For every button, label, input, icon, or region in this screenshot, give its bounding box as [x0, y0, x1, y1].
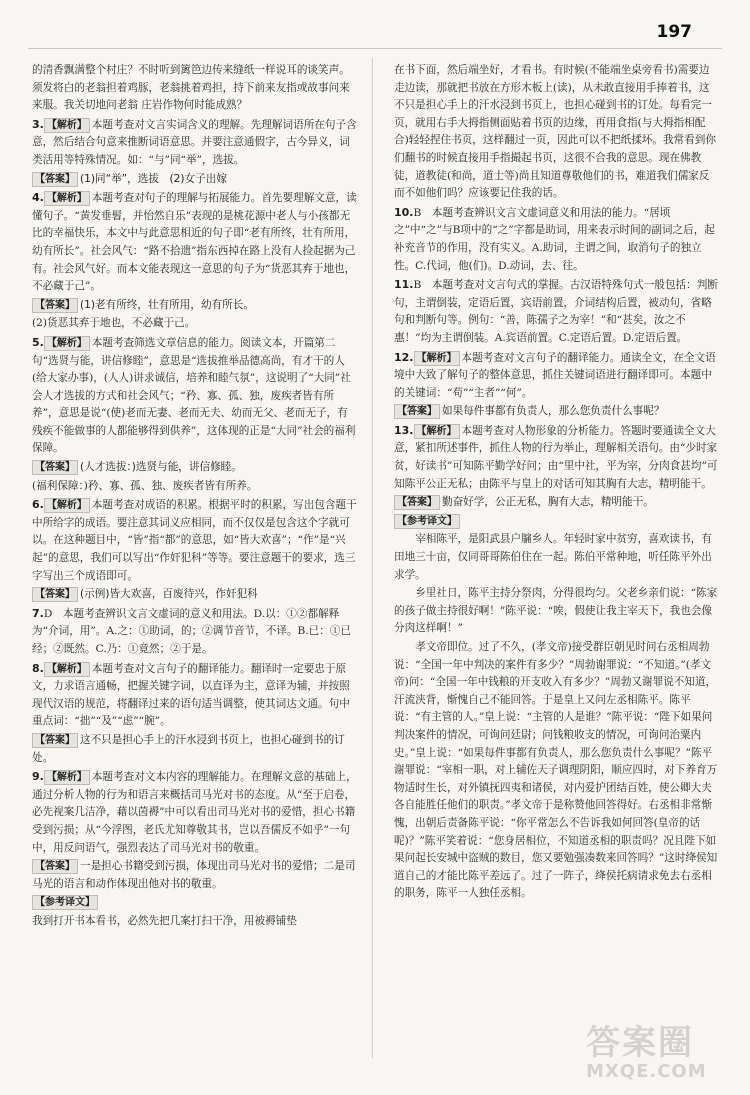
body-text: 本题考查对文言句子的翻译能力。翻译时一定要忠于原文，力求语言通畅，把握关键字词，以直译为主，意译为辅，并按照现代汉语的规范，将翻译过来的语句适当调整，使其词达文通。句中重点词：“拙”“及”“虑”“腕”。 [32, 662, 350, 728]
answer-block [32, 459, 358, 477]
body-text: B 本题考查辨识文言文虚词意义和用法的能力。“居顷之”中“之”与B项中的“之”字都是助词，用来表示时间的副词之后，起补充音节的作用，没有实义。A.助词，主谓之间，取消句子的独立性。C.代词，他(们)。D.动词，去、往。 [394, 206, 715, 272]
question-item [32, 496, 358, 585]
body-text: 本题考查对文本内容的理解能力。在理解文意的基础上，通过分析人物的行为和语言来概括司马光对书的态度。从“至于启卷，必先视案几洁净，藉以茵褥”中可以看出司马光对书的爱惜，担心书籍受到污损；从“今浮图，老氏尤知尊敬其书，岂以吾儒反不如乎”一句中，用反问语气，强烈表达了司马光对书的敬重。 [32, 771, 357, 854]
body-text: 本题考查对文言实词含义的理解。先理解词语所在句子含意，然后结合句意来推断词语意思。并要注意通假字，古今异义，词类活用等特殊情况。如：“与”同“举”，选拔。 [32, 118, 357, 166]
question-number: 13. [394, 423, 414, 437]
body-text: 本题考查对句子的理解与拓展能力。首先要理解文意，读懂句子。“黄发垂髫，并怡然自乐”表现的是桃花源中老人与小孩都无比的幸福快乐，本文中与此意思相近的句子即“老有所终，壮有所用，幼有所长”。社会风气：“路不拾遗”指东西掉在路上没有人捡起据为己有。社会风气好。而本文能表现这一意思的句子为“货恶其弃于地也，不必藏于己”。 [32, 192, 357, 293]
body-text: (1)同“举”，选拔 (2)女子出嫁 [80, 172, 227, 185]
question-number: 4. [32, 191, 44, 205]
body-text: 勤奋好学，公正无私，胸有大志，精明能干。 [442, 496, 654, 509]
body-text: 我到打开书本看书，必然先把几案打扫干净，用被褥铺垫 [32, 914, 297, 927]
watermark-url: MXQE.COM [586, 1061, 707, 1082]
body-text: 孝文帝即位。过了不久，(孝文帝)接受群臣朝见时问右丞相周勃说：“全国一年中判决的案件有多少？”周勃谢罪说：“不知道。”(孝文帝)问：“全国一年中钱粮的开支收入有多少？”周勃又谢罪说不知道，汗流浃背，惭愧自己不能回答。于是皇上又问左丞相陈平。陈平说：“有主管的人。”皇上说：“主管的人是谁？”陈平说：“陛下如果问判决案件的情况，可询问廷尉；问钱粮收支的情况，可询问治粟内史。”皇上说：“如果每件事都有负责人，那么您负责什么事呢？”陈平谢罪说：“宰相一职，对上辅佐天子调理阴阳，顺应四时，对下养育万物适时生长，对外镇抚四夷和诸侯，对内爱护团结百姓，使公卿大夫各自能胜任他们的职责。”孝文帝于是称赞他回答得好。右丞相非常惭愧，出朝后责备陈平说：“你平常怎么不告诉我如何回答(皇帝的话呢)？”陈平笑着说：“您身居相位，不知道丞相的职责吗？况且陛下如果问起长安城中盗贼的数目，您又要勉强凑数来回答吗？”这时绛侯知道自己的才能比陈平差远了。过了一阵子，绛侯托病请求免去右丞相的职务，陈平一人独任丞相。 [394, 641, 718, 900]
question-item [394, 349, 720, 403]
answer-label: 【答案】 [32, 859, 78, 874]
question-number: 10. [394, 205, 414, 219]
answer-label: 【答案】 [32, 733, 78, 748]
answer-block [32, 171, 358, 189]
question-number: 8. [32, 661, 44, 675]
answer-label: 【答案】 [32, 298, 78, 313]
question-number: 5. [32, 335, 44, 349]
analysis-label: 【解析】 [44, 118, 90, 133]
analysis-label: 【参考译文】 [32, 895, 98, 910]
question-number: 3. [32, 117, 44, 131]
analysis-label: 【解析】 [44, 336, 90, 351]
question-item [32, 605, 358, 659]
text-paragraph [394, 531, 720, 584]
analysis-label: 【解析】 [44, 770, 90, 785]
column-divider [372, 58, 373, 1058]
answer-block [32, 732, 358, 767]
text-paragraph [32, 62, 358, 115]
body-text: 本题考查对人物形象的分析能力。答题时要通读全文大意，紧扣所述事件，抓住人物的行为举止，理解相关语句。由“少时家贫，好读书”可知陈平勤学好问；由“里中社，平为宰，分肉食甚均”可知陈平公正无私；由陈平与皇上的对话可知其胸有大志，精明能干。 [394, 424, 718, 490]
question-item [32, 768, 358, 857]
watermark-text: 答案圈 [586, 1023, 694, 1063]
text-paragraph [32, 478, 358, 496]
answer-block [32, 297, 358, 315]
question-item [394, 422, 720, 493]
answer-block [394, 403, 720, 421]
body-text: (福利保障：)矜、寡、孤、独、废疾者皆有所养。 [32, 479, 258, 492]
section-heading [32, 894, 358, 912]
page-number: 197 [656, 22, 692, 42]
answer-label: 【答案】 [32, 460, 78, 475]
answer-label: 【答案】 [32, 172, 78, 187]
question-number: 11. [394, 278, 414, 292]
question-item [394, 276, 720, 347]
question-number: 9. [32, 770, 44, 784]
right-column [394, 62, 720, 1062]
question-item [32, 116, 358, 170]
left-column [32, 62, 358, 1062]
watermark-logo [586, 1025, 736, 1087]
analysis-label: 【参考译文】 [394, 514, 460, 529]
body-text: 在书下面，然后端坐好，才看书。有时候(不能端坐桌旁看书)需要边走边读，那就把书放在方形木板上(读)，从未敢直接用手捧着书，这不只是担心手上的汗水浸到书页上，也担心碰到书的订处。每看完一页，就用右手大拇指侧面贴着书页的边缘，再用食指(与大拇指相配合)轻轻捏住书页，这样翻过一页，因此可以不把纸揉坏。我常看到你们翻书的时候直接用手指撮起书页，这很不合我的意思。现在佛教徒，道教徒(和尚，道士等)尚且知道尊敬他们的书，难道我们儒家反而不如他们吗？应该要记住我的话。 [394, 64, 716, 200]
body-text: 一是担心书籍受到污损，体现出司马光对书的爱惜；二是司马光的语言和动作体现出他对书的敬重。 [32, 860, 356, 890]
text-paragraph [32, 315, 358, 333]
body-text: (2)货恶其弃于地也，不必藏于己。 [32, 317, 196, 330]
body-text: 的清香飘满整个村庄？不时听到篱笆边传来缝纸一样说耳的谈笑声。 须发将白的老翁担着鸡豚，老翁挑着鸡担，持下前来友指或故事问来来服。我关切地问老翁 庄岩作物何时能成熟？ [32, 64, 350, 112]
body-text: D 本题考查辨识文言文虚词的意义和用法。D.以：①②都解释为“介词，用”。A.之：①助词，的；②调节音节，不译。B.已：①已经；②既然。C.乃：①竟然；②于是。 [32, 607, 352, 655]
analysis-label: 【解析】 [414, 424, 460, 439]
answer-label: 【答案】 [32, 587, 78, 602]
body-text: 本题考查对成语的积累。根据平时的积累，写出包含题干中所给字的成语。要注意其词义应相同，而不仅仅是包含这个字就可以。在这种题目中，“皆”指“都”的意思，如“皆大欢喜”；“作”是“兴起”的意思，我们可以写出“作奸犯科”等等。要注意题干的要求，选三字写出三个成语即可。 [32, 499, 357, 582]
answer-block [32, 586, 358, 604]
answer-block [32, 858, 358, 893]
body-text: 本题考查对文言句子的翻译能力。通读全文，在全文语境中大致了解句子的整体意思，抓住关键词语进行翻译即可。本题中的关键词：“苟”“主者”“何”。 [394, 351, 716, 399]
question-number: 12. [394, 350, 414, 364]
question-item [32, 189, 358, 296]
body-text: (人才选拔：)选贤与能，讲信修睦。 [80, 461, 242, 474]
question-number: 6. [32, 498, 44, 512]
section-heading [394, 513, 720, 531]
question-item [32, 334, 358, 458]
body-text: 这不只是担心手上的汗水浸到书页上，也担心碰到书的订处。 [32, 733, 345, 764]
body-text: 本题考查筛选文章信息的能力。阅读文本，开篇第二句“选贤与能，讲信修睦”，意思是“选拔推举品德高尚，有才干的人(给大家办事)，(人人)讲求诚信，培养和睦气氛”，这说明了“大同”社会人才选拔的方式和社会风气；“矜、寡、孤、独，废疾者皆有所养”，意思是说“(使)老而无妻、老而无夫、幼而无父、老而无子，有残疾不能做事的人都能够得到供养”，这体现的正是“大同”社会的福利保障。 [32, 336, 356, 455]
analysis-label: 【解析】 [44, 498, 90, 513]
text-paragraph [32, 913, 358, 931]
body-text: (1)老有所终，壮有所用，幼有所长。 [80, 298, 254, 311]
text-paragraph [394, 62, 720, 203]
answer-block [394, 494, 720, 512]
answer-label: 【答案】 [394, 404, 440, 419]
question-item [394, 204, 720, 275]
analysis-label: 【解析】 [44, 662, 90, 677]
question-number: 7. [32, 606, 44, 620]
body-text: 乡里社日，陈平主持分祭肉，分得很均匀。父老乡亲们说：“陈家的孩子做主持很好啊！”陈平说：“唉，假使让我主宰天下，我也会像分肉这样啊！” [394, 587, 718, 635]
analysis-label: 【解析】 [414, 351, 460, 366]
body-text: B 本题考查对文言句式的掌握。古汉语特殊句式一般包括：判断句，主谓倒装，定语后置，宾语前置，介词结构后置，被动句，省略句和判断句等。例句：“善，陈孺子之为宰！”和“甚矣，汝之不惠！”均为主谓倒装。A.宾语前置。C.定语后置。D.定语后置。 [394, 279, 718, 344]
question-item [32, 660, 358, 731]
header-rule [28, 48, 722, 49]
answer-label: 【答案】 [394, 495, 440, 510]
text-paragraph [394, 585, 720, 638]
analysis-label: 【解析】 [44, 191, 90, 206]
body-text: (示例)皆大欢喜，百废待兴，作奸犯科 [80, 588, 258, 601]
body-text: 如果每件事都有负责人，那么您负责什么事呢？ [442, 405, 665, 418]
text-paragraph [394, 639, 720, 903]
body-text: 宰相陈平，是阳武县户牖乡人。年轻时家中贫穷，喜欢读书，有田地三十亩，仅同哥哥陈伯住在一起。陈伯平常种地，听任陈平外出求学。 [394, 533, 712, 581]
